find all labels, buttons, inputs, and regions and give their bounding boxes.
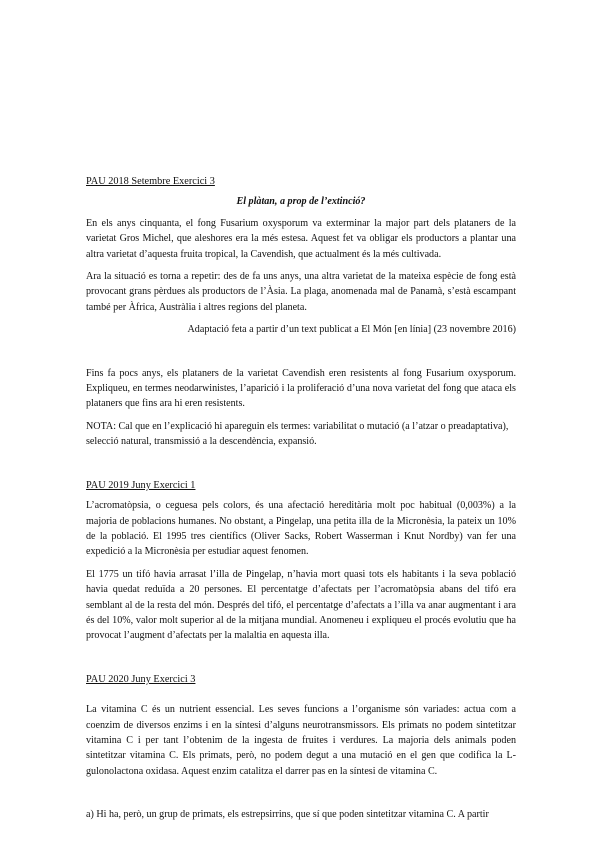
paragraph-2018-1: En els anys cinquanta, el fong Fusarium oxysporum va exterminar la major part dels plataners de la varietat Gros Michel, que aleshores era la més estesa. Aquest fet va obligar els productors a plantar una altra varietat d’aquesta fruita tropical, la Cavendish, que actualment és la més cultivada. [86,217,516,260]
section-heading-2018: PAU 2018 Setembre Exercici 3 [86,176,215,187]
spacer [86,338,516,366]
spacer [86,692,516,702]
section-heading-2019: PAU 2019 Juny Exercici 1 [86,479,196,491]
question-2020-a: a) Hi ha, però, un grup de primats, els estrepsirrins, que sí que poden sintetitzar vitamina C. A partir [86,809,489,821]
document-content [86,174,516,823]
paragraph-2019-2: El 1775 un tifó havia arrasat l’illa de Pingelap, n’havia mort quasi tots els habitants i la seva població havia quedat reduïda a 20 persones. El percentatge d’afectats per l’acromatòpsia abans del tifó era semblant al de la resta del món. Després del tifó, el percentatge d’afectats a l’illa va anar augmentant i ara és del 10%, valor molt superior al de la mitjana mundial. Anomeneu i expliqueu el procés evolutiu que ha provocat l’augment d’afectats per la malaltia en aquesta illa. [86,568,516,642]
spacer [86,450,516,478]
spacer [86,779,516,807]
spacer [86,644,516,672]
question-2018: Fins fa pocs anys, els plataners de la varietat Cavendish eren resistents al fong Fusarium oxysporum. Expliqueu, en termes neodarwinistes, l’aparició i la proliferació d’una nova varietat del fong que ataca els plataners que fins ara hi eren resistents. [86,367,516,410]
paragraph-2020-1: La vitamina C és un nutrient essencial. Les seves funcions a l’organisme són variades: actua com a coenzim de diversos enzims i en la síntesi d’alguns neurotransmissors. Els primats no podem sintetitzar vitamina C i per tant l’obtenim de la ingesta de fruites i verdures. La majoria dels animals poden sintetitzar vitamina C. Els primats, però, no podem degut a una mutació en el gen que codifica la L-gulonolactona oxidasa. Aquest enzim catalitza el darrer pas en la síntesi de vitamina C. [86,704,516,777]
note-2018: NOTA: Cal que en l’explicació hi apareguin els termes: variabilitat o mutació (a l’atzar o preadaptativa), selecció natural, transmissió a la descendència, expansió. [86,420,509,448]
section-heading-2020: PAU 2020 Juny Exercici 3 [86,673,196,685]
paragraph-2018-2: Ara la situació es torna a repetir: des de fa uns anys, una altra varietat de la mateixa espècie de fong està provocant grans pèrdues als productors de l’Àsia. La plaga, anomenada mal de Panamà, s’està escampant també per Àfrica, Austràlia i altres regions del planeta. [86,271,516,313]
paragraph-2019-1: L’acromatòpsia, o ceguesa pels colors, és una afectació hereditària molt poc habitual (0,003%) a la majoria de poblacions humanes. No obstant, a Pingelap, una petita illa de la Micronèsia, la pateix un 10% de la població. El 1995 tres científics (Oliver Sacks, Robert Wasserman i Knut Nordby) van fer una expedició a la Micronèsia per estudiar aquest fenomen. [86,500,516,558]
source-citation: Adaptació feta a partir d’un text publicat a El Món [en línia] (23 novembre 2016) [187,324,516,336]
section-title-2018: El plàtan, a prop de l’extinció? [236,196,366,208]
